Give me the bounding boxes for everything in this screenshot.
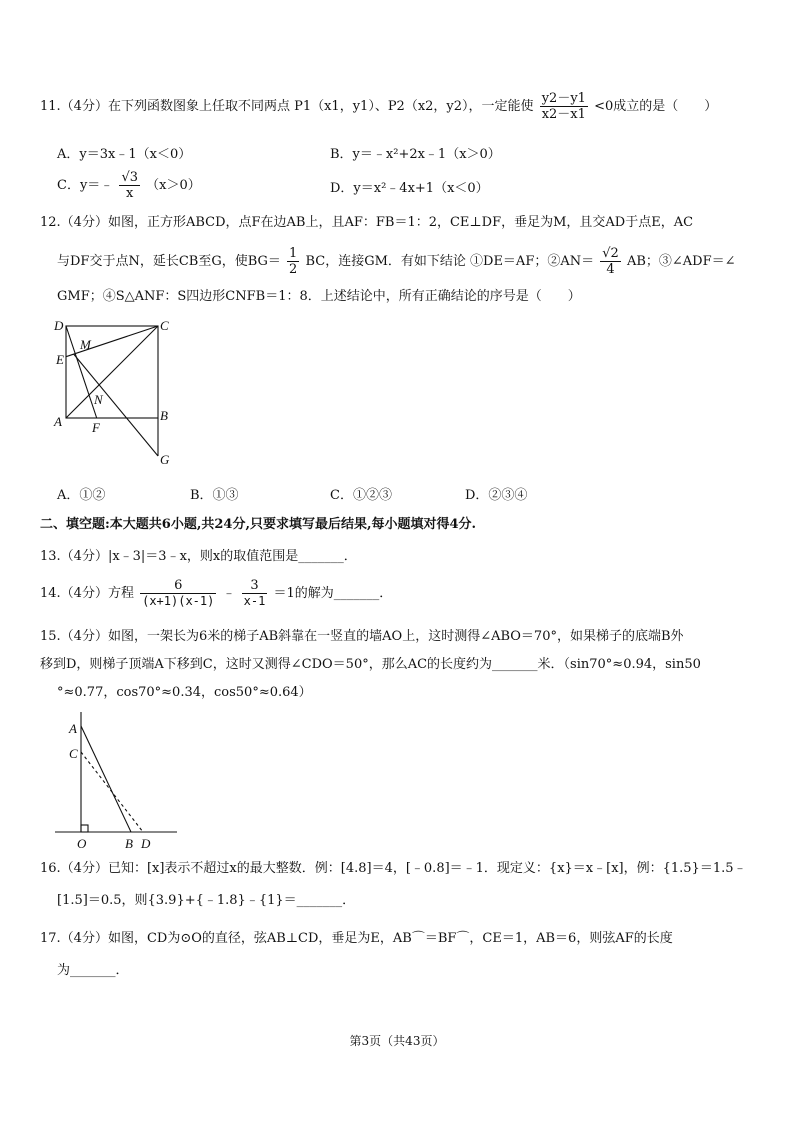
q12-line2a: 与DF交于点N，延长CB至G，使BG＝ (57, 254, 281, 269)
q14-fraction-2 (242, 578, 268, 609)
q11-frac-denominator: x2－x1 (541, 107, 586, 122)
label-d: D (54, 318, 64, 333)
q12-square-figure (52, 316, 182, 468)
q17-line2: 为_______． (57, 963, 129, 978)
q12-an-fraction (600, 246, 621, 277)
q14-fraction-1 (140, 578, 216, 609)
q12-an-numerator: √2 (602, 246, 619, 261)
q15-line1: 15.（4分）如图，一架长为6米的梯子AB斜靠在一竖直的墙AO上，这时测得∠ABO＝70°，如果梯子的底端B外 (40, 629, 684, 644)
q15-line3: °≈0.77，cos70°≈0.34，cos50°≈0.64） (57, 685, 312, 700)
q12-option-a: A．①② (57, 488, 106, 503)
q15-ladder-figure (55, 712, 180, 852)
q12-line2c: AB；③∠ADF＝∠ (626, 254, 736, 269)
label-d: D (141, 836, 151, 851)
label-c: C (69, 746, 78, 761)
q12-bg-numerator: 1 (289, 246, 298, 261)
label-b: B (125, 836, 133, 851)
q15-line2: 移到D，则梯子顶端A下移到C，这时又测得∠CDO＝50°，那么AC的长度约为_______米．（sin70°≈0.94，sin50 (40, 657, 701, 672)
q16-line2: [1.5]＝0.5，则{3.9}+{﹣1.8}﹣{1}＝_______． (57, 893, 356, 908)
q11-option-b: B．y＝﹣x²+2x﹣1（x＞0） (330, 147, 501, 162)
q11-stem-text: 11.（4分）在下列函数图象上任取不同两点 P1（x1，y1）、P2（x2，y2），一定能使 (40, 99, 534, 114)
q14-suffix: ＝1的解为_______． (273, 586, 393, 601)
q14 (40, 578, 392, 609)
q12-an-denominator: 4 (606, 262, 615, 277)
q11-option-c-prefix: C．y＝﹣ (57, 178, 114, 193)
q11-option-d: D．y＝x²﹣4x+1（x＜0） (330, 181, 489, 196)
label-g: G (160, 452, 170, 467)
q11-option-a: A．y＝3x﹣1（x＜0） (57, 147, 192, 162)
q12-option-d: D．②③④ (465, 488, 528, 503)
label-a: A (54, 414, 62, 429)
q16-line1: 16.（4分）已知：[x]表示不超过x的最大整数．例：[4.8]＝4，[﹣0.8]＝﹣1．现定义：{x}＝x﹣[x]，例：{1.5}＝1.5﹣ (40, 861, 747, 876)
section-2-header: 二、填空题:本大题共6小题,共24分,只要求填写最后结果,每小题填对得4分. (40, 517, 477, 532)
q11-option-c (57, 170, 201, 201)
q14-prefix: 14.（4分）方程 (40, 586, 134, 601)
q12-line2b: BC，连接GM．有如下结论 ①DE＝AF；②AN＝ (305, 254, 595, 269)
q12-line1: 12.（4分）如图，正方形ABCD，点F在边AB上，且AF：FB＝1：2，CE⊥DF，垂足为M，且交AD于点E，AC (40, 215, 694, 230)
q12-line2 (57, 246, 736, 277)
q14-f2-denominator: x-1 (243, 594, 266, 608)
q17-line1: 17.（4分）如图，CD为⊙O的直径，弦AB⊥CD，垂足为E，AB⌒＝BF⌒，CE＝1，AB＝6，则弦AF的长度 (40, 931, 673, 946)
label-o: O (77, 836, 87, 851)
q11-option-c-fraction (119, 170, 140, 201)
q12-option-c: C．①②③ (330, 488, 392, 503)
label-n: N (94, 392, 103, 407)
page-footer: 第3页（共43页） (349, 1034, 445, 1048)
q11-tail: <0成立的是（ ） (594, 99, 718, 114)
ladder-cd (81, 752, 143, 832)
q11-stem (40, 91, 717, 122)
right-angle-mark (81, 825, 88, 832)
label-f: F (92, 420, 100, 435)
q12-line3: GMF；④S△ANF：S四边形CNFB＝1：8．上述结论中，所有正确结论的序号是（ ） (57, 289, 581, 304)
label-c: C (160, 318, 169, 333)
q11-option-c-numerator: √3 (121, 170, 138, 185)
q11-frac-numerator: y2－y1 (541, 91, 586, 106)
label-a: A (69, 721, 77, 736)
ladder-ab (81, 726, 131, 832)
q14-minus: ﹣ (222, 586, 236, 601)
q13: 13.（4分）|x﹣3|＝3﹣x，则x的取值范围是_______． (40, 549, 357, 564)
q14-f1-numerator: 6 (140, 578, 216, 594)
segment-gm (74, 354, 158, 456)
label-e: E (56, 352, 64, 367)
q11-option-c-denominator: x (126, 186, 134, 201)
q12-option-b: B．①③ (190, 488, 239, 503)
label-b: B (160, 408, 168, 423)
q14-f1-denominator: (x+1)(x-1) (142, 594, 215, 608)
q12-bg-denominator: 2 (289, 262, 298, 277)
q12-bg-fraction (287, 246, 299, 277)
q14-f2-numerator: 3 (242, 578, 268, 594)
q11-fraction (540, 91, 588, 122)
q11-option-c-suffix: （x＞0） (146, 178, 201, 193)
label-m: M (80, 337, 91, 352)
